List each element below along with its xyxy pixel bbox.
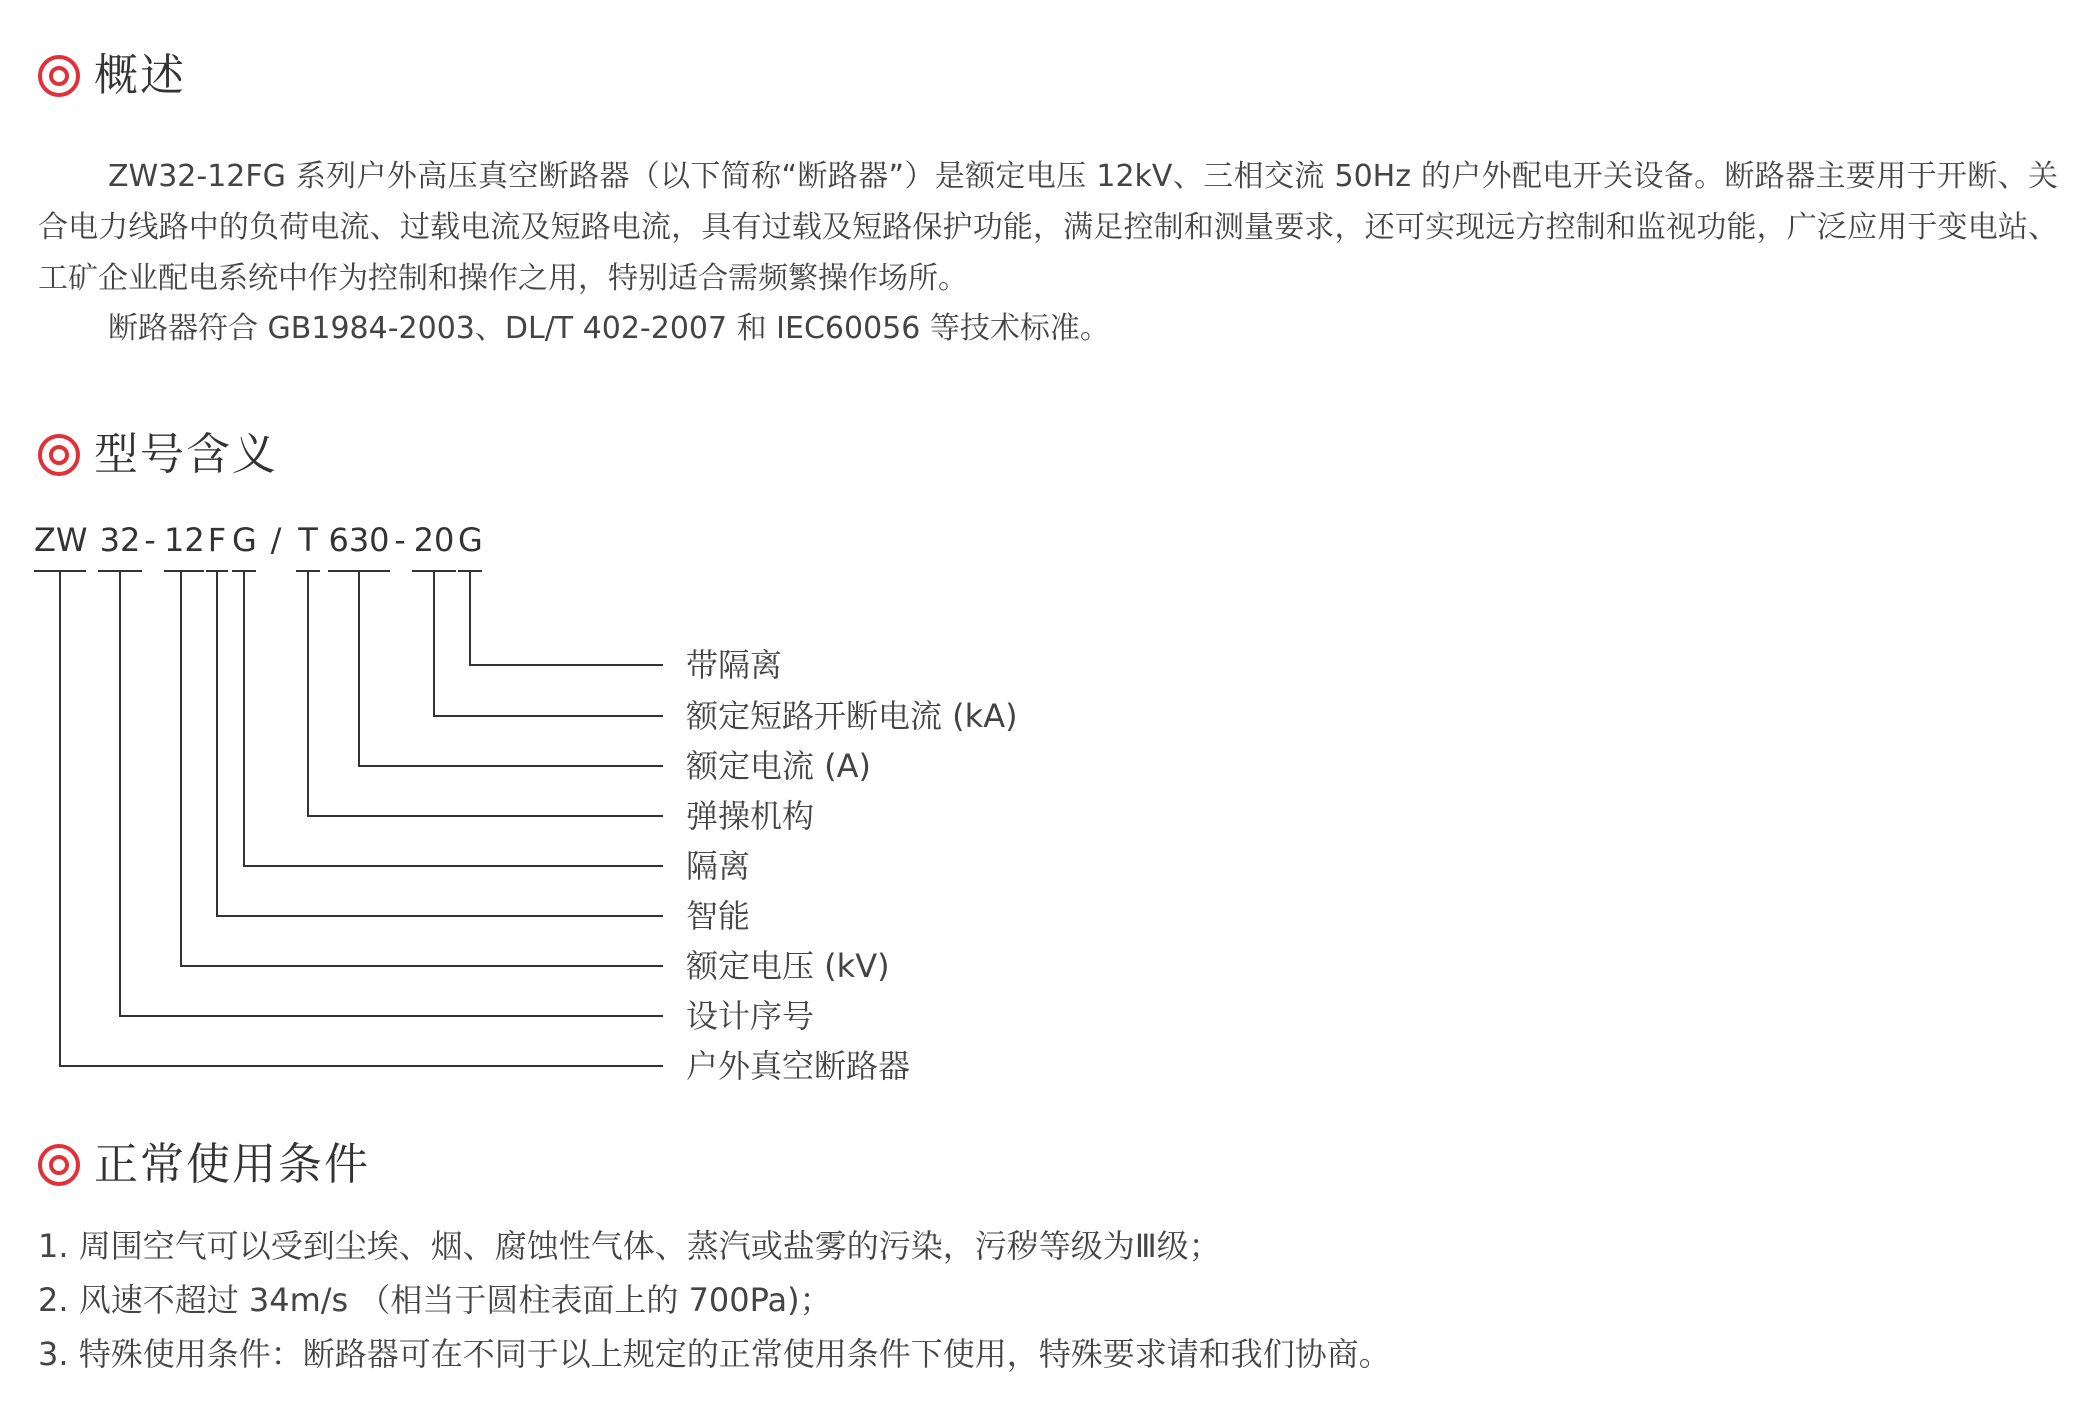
connector-line (359, 572, 663, 766)
model-segment: / (270, 521, 282, 559)
overview-paragraph: ZW32-12FG 系列户外高压真空断路器（以下简称“断路器”）是额定电压 12kV、三相交流 50Hz 的户外配电开关设备。断路器主要用于开断、关合电力线路中的负荷电流、过载电流及短路电流，具有过载及短路保护功能，满足控制和测量要求，还可实现远方控制和监视功能，广泛应用于变电站、工矿企业配电系统中作为控制和操作之用，特别适合需频繁操作场所。 (38, 159, 2058, 296)
condition-item: 2. 风速不超过 34m/s （相当于圆柱表面上的 700Pa)； (38, 1281, 832, 1319)
model-label: 设计序号 (686, 997, 815, 1035)
model-segment: - (394, 521, 406, 559)
condition-item: 3. 特殊使用条件：断路器可在不同于以上规定的正常使用条件下使用，特殊要求请和我们协商。 (38, 1335, 1391, 1373)
model-label: 智能 (686, 897, 751, 935)
model-label: 带隔离 (686, 646, 783, 684)
model-label: 弹操机构 (686, 797, 815, 835)
model-label: 隔离 (686, 847, 751, 885)
connector-line (244, 572, 663, 866)
model-segment: ZW (34, 521, 88, 559)
connector-line (308, 572, 663, 816)
model-segment: 630 (328, 521, 390, 559)
model-label: 额定电压 (kV) (686, 947, 890, 985)
connector-line (120, 572, 663, 1016)
model-segment: 12 (164, 521, 205, 559)
model-segment: G (458, 521, 483, 559)
model-label: 户外真空断路器 (686, 1047, 911, 1085)
model-label: 额定短路开断电流 (kA) (686, 697, 1018, 735)
model-segment: 20 (413, 521, 455, 559)
connector-line (60, 572, 663, 1066)
section-title: 概述 (94, 50, 186, 101)
connector-line (181, 572, 663, 966)
model-segment: - (144, 521, 156, 559)
connector-line (434, 572, 663, 716)
model-segment: F (207, 521, 227, 559)
model-segment: G (232, 521, 257, 559)
standards-paragraph: 断路器符合 GB1984-2003、DL/T 402-2007 和 IEC60056 等技术标准。 (108, 311, 1110, 346)
model-label: 额定电流 (A) (686, 747, 872, 785)
model-segment: 32 (99, 521, 141, 559)
bullseye-icon (38, 1144, 80, 1186)
connector-line (217, 572, 663, 916)
section-title: 正常使用条件 (94, 1139, 370, 1190)
section-title: 型号含义 (94, 429, 278, 480)
model-segment: T (298, 521, 318, 559)
section-heading-conditions (38, 1135, 370, 1195)
connector-line (470, 572, 663, 665)
condition-item: 1. 周围空气可以受到尘埃、烟、腐蚀性气体、蒸汽或盐雾的污染，污秽等级为Ⅲ级； (38, 1227, 1221, 1265)
